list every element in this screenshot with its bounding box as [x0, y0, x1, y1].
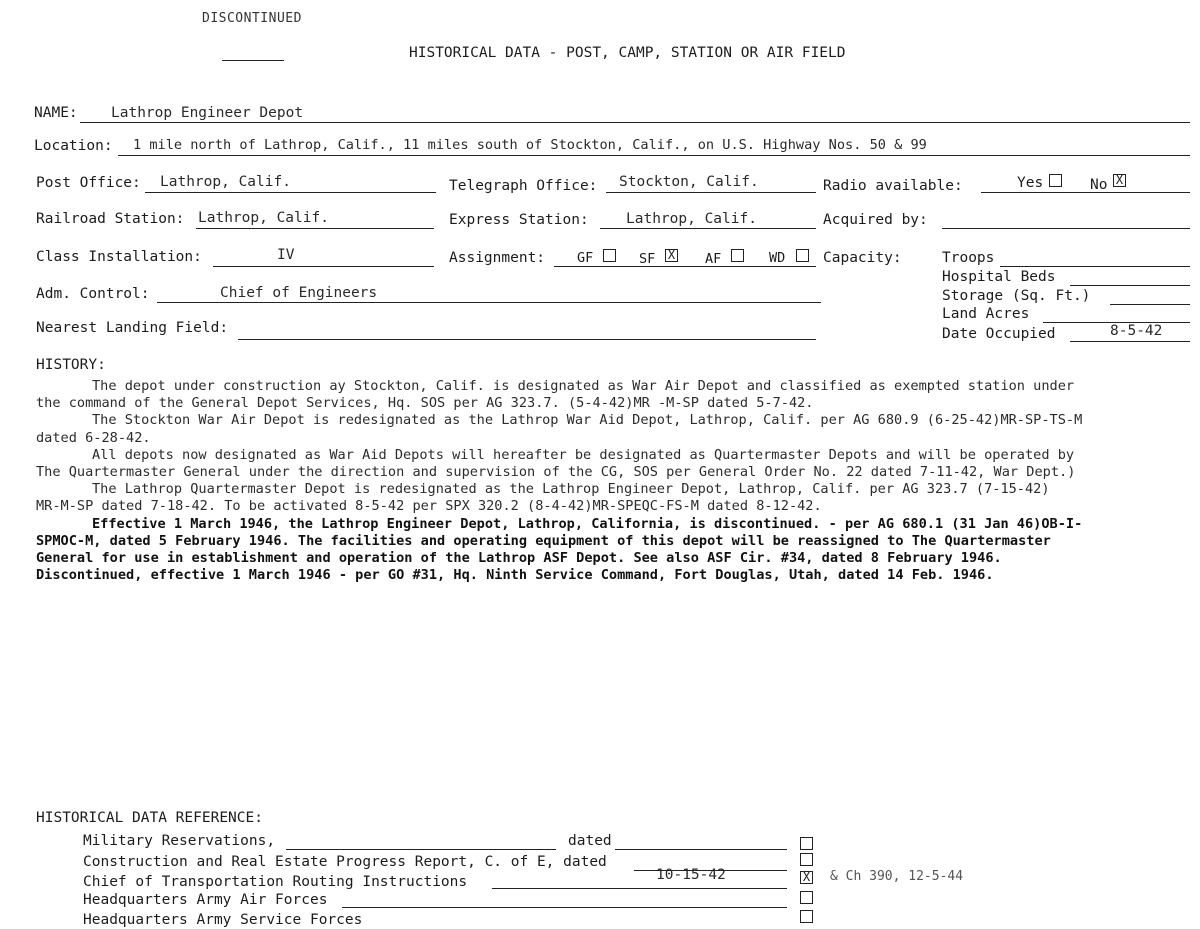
transportation-label: Chief of Transportation Routing Instructions	[83, 874, 468, 890]
acquired-line	[942, 228, 1190, 229]
radio-no-checkbox[interactable]: X	[1113, 174, 1126, 187]
hq-army-service-forces-checkbox[interactable]	[800, 910, 813, 923]
transportation-note: & Ch 390, 12-5-44	[830, 869, 964, 884]
landing-field-line	[238, 339, 816, 340]
name-label: NAME:	[34, 105, 78, 121]
history-p1a: The depot under construction ay Stockton, Calif. is designated as War Air Depot and classified as exempted station under	[92, 378, 1075, 394]
discontinued-stamp: DISCONTINUED	[202, 11, 302, 26]
capacity-label: Capacity:	[823, 250, 902, 266]
date-occupied-label: Date Occupied	[942, 326, 1056, 342]
storage-label: Storage (Sq. Ft.)	[942, 288, 1091, 304]
history-p3b: The Quartermaster General under the direction and supervision of the CG, SOS per General Order No. 22 dated 7-11-42, War Dept.)	[36, 464, 1076, 481]
troops-label: Troops	[942, 250, 995, 266]
assign-sf-checkbox[interactable]: X	[665, 249, 678, 262]
military-reservations-line	[286, 849, 556, 850]
hq-army-service-forces-label: Headquarters Army Service Forces	[83, 912, 363, 928]
hq-army-air-forces-label: Headquarters Army Air Forces	[83, 892, 328, 908]
radio-no-label: No	[1090, 177, 1108, 193]
class-label: Class Installation:	[36, 249, 202, 265]
location-value: 1 mile north of Lathrop, Calif., 11 miles south of Stockton, Calif., on U.S. Highway Nos. 50 & 99	[133, 137, 927, 153]
telegraph-label: Telegraph Office:	[449, 178, 598, 194]
transportation-checkbox[interactable]: X	[800, 871, 813, 884]
history-p5c: General for use in establishment and operation of the Lathrop ASF Depot. See also ASF Cir. #34, dated 8 February 1946.	[36, 550, 1002, 567]
assign-gf-checkbox[interactable]	[603, 249, 616, 262]
landing-field-label: Nearest Landing Field:	[36, 320, 229, 336]
telegraph-line	[606, 192, 816, 193]
date-occupied-value: 8-5-42	[1110, 323, 1163, 339]
hospital-beds-line	[1070, 285, 1190, 286]
express-label: Express Station:	[449, 212, 589, 228]
history-p5a: Effective 1 March 1946, the Lathrop Engineer Depot, Lathrop, California, is discontinued. - per AG 680.1 (31 Jan 46)OB-I-	[92, 515, 1083, 532]
military-reservations-dated: dated	[568, 833, 612, 849]
assign-wd-checkbox[interactable]	[796, 249, 809, 262]
history-p4b: MR-M-SP dated 7-18-42. To be activated 8-5-42 per SPX 320.2 (8-4-42)MR-SPEQC-FS-M dated 8-12-42.	[36, 498, 822, 515]
date-occupied-line	[1070, 341, 1190, 342]
assign-af-label: AF	[705, 251, 722, 267]
name-value: Lathrop Engineer Depot	[111, 105, 304, 121]
stamp-underline	[222, 60, 284, 61]
history-text	[36, 378, 1188, 584]
hq-army-air-forces-checkbox[interactable]	[800, 891, 813, 904]
class-value: IV	[277, 247, 295, 263]
hospital-beds-label: Hospital Beds	[942, 269, 1056, 285]
adm-control-line	[157, 302, 821, 303]
history-p4a: The Lathrop Quartermaster Depot is redesignated as the Lathrop Engineer Depot, Lathrop, Calif. per AG 323.7 (7-15-42)	[92, 481, 1050, 498]
assignment-label: Assignment:	[449, 250, 546, 266]
transportation-date: 10-15-42	[656, 867, 726, 883]
post-office-label: Post Office:	[36, 175, 141, 191]
post-office-value: Lathrop, Calif.	[160, 174, 291, 190]
name-line	[80, 122, 1190, 123]
construction-report-checkbox[interactable]	[800, 853, 813, 866]
military-reservations-checkbox[interactable]	[800, 837, 813, 850]
assign-af-checkbox[interactable]	[731, 249, 744, 262]
assignment-line	[554, 266, 816, 267]
assign-sf-label: SF	[639, 251, 656, 267]
express-value: Lathrop, Calif.	[626, 211, 757, 227]
history-p1b: the command of the General Depot Services, Hq. SOS per AG 323.7. (5-4-42)MR -M-SP dated 5-7-42.	[36, 395, 814, 412]
land-acres-label: Land Acres	[942, 306, 1030, 322]
hq-army-air-forces-line	[342, 907, 787, 908]
location-label: Location:	[34, 138, 113, 154]
post-office-line	[145, 192, 436, 193]
radio-line	[981, 192, 1190, 193]
history-p5d: Discontinued, effective 1 March 1946 - per GO #31, Hq. Ninth Service Command, Fort Douglas, Utah, dated 14 Feb. 1946.	[36, 567, 994, 584]
express-line	[600, 228, 816, 229]
radio-label: Radio available:	[823, 178, 963, 194]
railroad-label: Railroad Station:	[36, 211, 185, 227]
radio-yes-checkbox[interactable]	[1049, 174, 1062, 187]
acquired-label: Acquired by:	[823, 212, 928, 228]
military-reservations-label: Military Reservations,	[83, 833, 276, 849]
railroad-value: Lathrop, Calif.	[198, 210, 329, 226]
history-p2a: The Stockton War Air Depot is redesignated as the Lathrop War Aid Depot, Lathrop, Calif. per AG 680.9 (6-25-42)MR-SP-TS-M	[92, 412, 1083, 429]
history-p5b: SPMOC-M, dated 5 February 1946. The facilities and operating equipment of this depot will be reassigned to The Quartermaster	[36, 532, 1051, 549]
location-line	[118, 155, 1190, 156]
military-reservations-date-line	[615, 849, 787, 850]
assign-wd-label: WD	[769, 250, 786, 266]
adm-control-label: Adm. Control:	[36, 286, 150, 302]
assign-gf-label: GF	[577, 250, 594, 266]
history-heading: HISTORY:	[36, 357, 106, 373]
construction-report-label: Construction and Real Estate Progress Report, C. of E, dated	[83, 854, 607, 870]
railroad-line	[196, 228, 434, 229]
troops-line	[1000, 266, 1190, 267]
page-title: HISTORICAL DATA - POST, CAMP, STATION OR AIR FIELD	[409, 45, 846, 61]
adm-control-value: Chief of Engineers	[220, 285, 378, 301]
telegraph-value: Stockton, Calif.	[619, 174, 759, 190]
radio-yes-label: Yes	[1017, 175, 1044, 191]
storage-line	[1110, 304, 1190, 305]
history-p2b: dated 6-28-42.	[36, 429, 151, 446]
transportation-line	[492, 888, 787, 889]
class-line	[213, 266, 434, 267]
reference-heading: HISTORICAL DATA REFERENCE:	[36, 810, 263, 826]
history-p3a: All depots now designated as War Aid Depots will hereafter be designated as Quartermaster Depots and will be operated by	[92, 446, 1075, 463]
